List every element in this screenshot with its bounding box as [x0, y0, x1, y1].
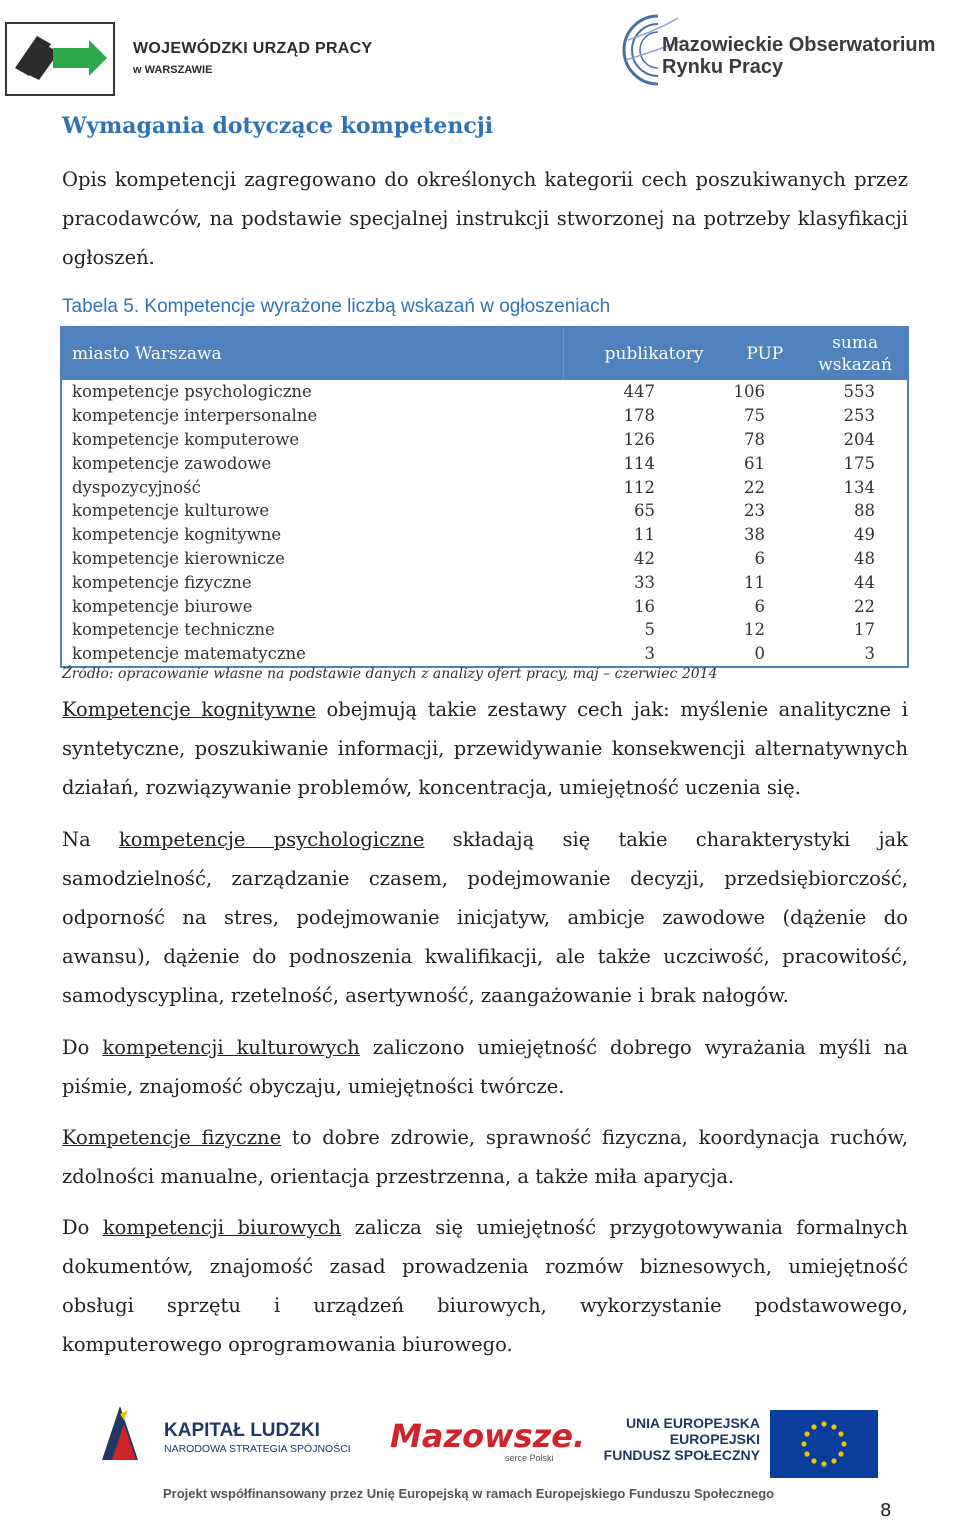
wup-logo [5, 22, 115, 96]
cell-suma: 553 [843, 382, 875, 402]
kapital-ludzki-subtitle: NARODOWA STRATEGIA SPÓJNOŚCI [164, 1443, 351, 1455]
cell-suma: 204 [843, 429, 875, 449]
paragraph-kognitywne [62, 690, 908, 807]
cell-pup: 78 [744, 429, 765, 449]
table-caption: Tabela 5. Kompetencje wyrażone liczbą wskazań w ogłoszeniach [62, 296, 611, 317]
cell-pup: 22 [744, 477, 765, 497]
term-kognitywne: Kompetencje kognitywne [62, 698, 316, 721]
cell-name: dyspozycyjność [72, 477, 201, 497]
cofinancing-note: Projekt współfinansowany przez Unię Europejską w ramach Europejskiego Funduszu Społecznego [163, 1486, 775, 1501]
text-psychologiczne: składają się takie charakterystyki jak samodzielność, zarządzanie czasem, podejmowanie decyzji, przedsiębiorczość, odporność na stres, podejmowanie inicjatyw, ambicje zawodowe (dążenie do awansu), dążenie do podnoszenia kwalifikacji, ale także uczciwość, pracowitość, samodyscyplina, rzetelność, asertywność, zaangażowanie i brak nałogów. [62, 828, 908, 1007]
cell-name: kompetencje techniczne [72, 620, 275, 640]
cell-suma: 175 [843, 453, 875, 473]
cell-publikatory: 33 [634, 572, 655, 592]
cell-pup: 61 [744, 453, 765, 473]
cell-name: kompetencje kulturowe [72, 501, 270, 521]
term-fizyczne: Kompetencje fizyczne [62, 1126, 282, 1149]
cell-pup: 23 [744, 501, 765, 521]
mazowsze-logo: Mazowsze. [390, 1417, 586, 1455]
wup-name: WOJEWÓDZKI URZĄD PRACY [133, 40, 373, 57]
text-kognitywne: obejmują takie zestawy cech jak: myślenie analityczne i syntetyczne, poszukiwanie informacji, przewidywanie konsekwencji alternatywnych działań, rozwiązywanie problemów, koncentracja, umiejętność uczenia się. [62, 698, 908, 799]
paragraph-fizyczne [62, 1118, 908, 1196]
cell-pup: 0 [754, 644, 765, 664]
paragraph-psychologiczne [62, 820, 908, 1015]
section-heading: Wymagania dotyczące kompetencji [62, 113, 494, 139]
table-row [62, 642, 907, 666]
cell-name: kompetencje interpersonalne [72, 406, 318, 426]
ue-title-line1: UNIA EUROPEJSKA [625, 1415, 760, 1431]
ue-title-line2: EUROPEJSKI [669, 1431, 760, 1447]
prefix-psychologiczne: Na [62, 828, 119, 851]
table-body [62, 380, 907, 666]
cell-pup: 12 [744, 620, 765, 640]
paragraph-kulturowe [62, 1028, 908, 1106]
text-fizyczne: to dobre zdrowie, sprawność fizyczna, koordynacja ruchów, zdolności manualne, orientacja przestrzenna, a także miła aparycja. [62, 1126, 908, 1188]
table-row [62, 404, 907, 428]
table-header-row [62, 328, 907, 380]
cell-publikatory: 5 [644, 620, 655, 640]
paragraph-biurowe [62, 1208, 908, 1364]
table-source: Źródło: opracowanie własne na podstawie danych z analizy ofert pracy, maj – czerwiec 2014 [62, 666, 718, 682]
cell-name: kompetencje matematyczne [72, 644, 306, 664]
prefix-biurowe: Do [62, 1216, 103, 1239]
eu-stars-icon [770, 1410, 878, 1478]
header-publikatory: publikatory [604, 344, 704, 364]
cell-name: kompetencje zawodowe [72, 453, 272, 473]
eu-flag-icon [770, 1410, 878, 1478]
table-row [62, 618, 907, 642]
table-row [62, 570, 907, 594]
header-city: miasto Warszawa [62, 328, 564, 380]
text-biurowe: zalicza się umiejętność przygotowywania formalnych dokumentów, znajomość zasad prowadzenia rozmów biznesowych, umiejętność obsługi sprzętu i urządzeń biurowych, wykorzystanie podstawowego, komputerowego oprogramowania biurowego. [62, 1216, 908, 1356]
cell-publikatory: 126 [623, 429, 655, 449]
cell-publikatory: 178 [623, 406, 655, 426]
table-row [62, 523, 907, 547]
cell-name: kompetencje kierownicze [72, 548, 285, 568]
cell-suma: 17 [854, 620, 875, 640]
mor-title-line1: Mazowieckie Obserwatorium [662, 34, 936, 56]
mor-title-line2: Rynku Pracy [662, 56, 784, 78]
cell-publikatory: 65 [634, 501, 655, 521]
cell-suma: 48 [854, 548, 875, 568]
cell-suma: 44 [854, 572, 875, 592]
cell-name: kompetencje kognitywne [72, 525, 282, 545]
competencies-table [60, 326, 909, 668]
text-kulturowe: zaliczono umiejętność dobrego wyrażania myśli na piśmie, znajomość obyczaju, umiejętności twórcze. [62, 1036, 908, 1098]
cell-suma: 253 [843, 406, 875, 426]
cell-suma: 3 [864, 644, 875, 664]
cell-publikatory: 114 [623, 453, 655, 473]
wup-city: w WARSZAWIE [133, 64, 213, 76]
ue-title [600, 1415, 760, 1463]
cell-suma: 49 [854, 525, 875, 545]
table-row [62, 594, 907, 618]
cell-suma: 88 [854, 501, 875, 521]
cell-name: kompetencje fizyczne [72, 572, 252, 592]
cell-publikatory: 16 [634, 596, 655, 616]
cell-pup: 75 [744, 406, 765, 426]
cell-suma: 22 [854, 596, 875, 616]
cell-name: kompetencje biurowe [72, 596, 253, 616]
cell-suma: 134 [843, 477, 875, 497]
intro-paragraph: Opis kompetencji zagregowano do określonych kategorii cech poszukiwanych przez pracodawców, na podstawie specjalnej instrukcji stworzonej na potrzeby klasyfikacji ogłoszeń. [62, 168, 908, 269]
cell-name: kompetencje komputerowe [72, 429, 300, 449]
cell-name: kompetencje psychologiczne [72, 382, 312, 402]
term-biurowe: kompetencji biurowych [102, 1216, 342, 1239]
cell-pup: 6 [754, 548, 765, 568]
term-psychologiczne: kompetencje psychologiczne [118, 828, 425, 851]
cell-publikatory: 447 [623, 382, 655, 402]
cell-pup: 11 [744, 572, 765, 592]
table-row [62, 451, 907, 475]
header-pup: PUP [746, 344, 784, 364]
prefix-kulturowe: Do [62, 1036, 103, 1059]
cell-publikatory: 3 [644, 644, 655, 664]
kapital-ludzki-name: KAPITAŁ LUDZKI [164, 1420, 320, 1441]
cell-pup: 6 [754, 596, 765, 616]
ue-title-line3: FUNDUSZ SPOŁECZNY [603, 1447, 760, 1463]
header-suma: suma wskazań [818, 333, 892, 375]
table-row [62, 499, 907, 523]
kapital-ludzki-logo-icon [98, 1402, 148, 1464]
page-number: 8 [880, 1500, 892, 1521]
mazowsze-tagline: serce Polski [505, 1453, 554, 1463]
table-row [62, 475, 907, 499]
table-row [62, 428, 907, 452]
cell-publikatory: 112 [623, 477, 655, 497]
term-kulturowe: kompetencji kulturowych [102, 1036, 360, 1059]
cell-pup: 38 [744, 525, 765, 545]
cell-publikatory: 42 [634, 548, 655, 568]
cell-publikatory: 11 [634, 525, 655, 545]
table-row [62, 547, 907, 571]
cell-pup: 106 [733, 382, 765, 402]
table-row [62, 380, 907, 404]
wup-logo-icon [7, 24, 113, 94]
